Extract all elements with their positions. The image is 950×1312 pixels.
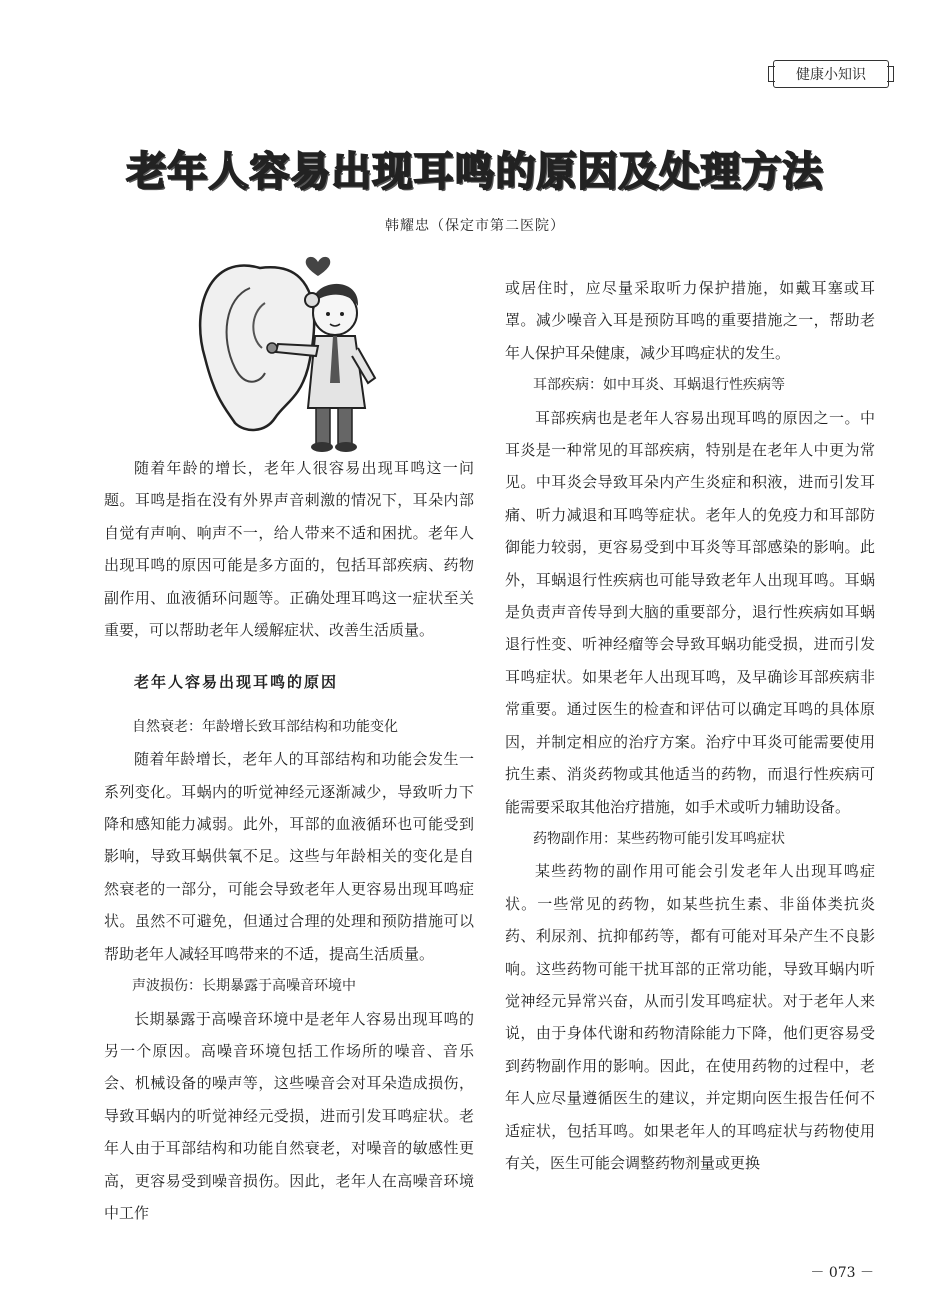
intro-paragraph: 随着年龄的增长，老年人很容易出现耳鸣这一问题。耳鸣是指在没有外界声音刺激的情况下，耳朵内部自觉有声响、响声不一，给人带来不适和困扰。老年人出现耳鸣的原因可能是多方面的，包括耳部疾病、药物副作用、血液循环问题等。正确处理耳鸣这一症状至关重要，可以帮助老年人缓解症状、改善生活质量。 [104,459,474,640]
page-number: － 073 － [810,1265,874,1281]
section-heading: 老年人容易出现耳鸣的原因 [134,673,339,692]
ear-doctor-illustration [190,248,490,458]
heart-icon [306,257,331,276]
paragraph-medication: 某些药物的副作用可能会引发老年人出现耳鸣症状。一些常见的药物，如某些抗生素、非甾体类抗炎药、利尿剂、抗抑郁药等，都有可能对耳朵产生不良影响。这些药物可能干扰耳部的正常功能，导致耳蜗内听觉神经元异常兴奋，从而引发耳鸣症状。对于老年人来说，由于身体代谢和药物清除能力下降，他们更容易受到药物副作用的影响。因此，在使用药物的过程中，老年人应尽量遵循医生的建议，并定期向医生报告任何不适症状，包括耳鸣。如果老年人的耳鸣症状与药物使用有关，医生可能会调整药物剂量或更换 [505,862,875,1172]
subheading-medication: 药物副作用：某些药物可能引发耳鸣症状 [533,830,785,847]
paragraph-noise: 长期暴露于高噪音环境中是老年人容易出现耳鸣的另一个原因。高噪音环境包括工作场所的噪音、音乐会、机械设备的噪声等，这些噪音会对耳朵造成损伤，导致耳蜗内的听觉神经元受损，进而引发耳鸣症状。老年人由于耳部结构和功能自然衰老，对噪音的敏感性更高，更容易受到噪音损伤。因此，老年人在高噪音环境中工作 [104,1009,474,1222]
subheading-noise: 声波损伤：长期暴露于高噪音环境中 [132,978,356,995]
paragraph-aging: 随着年龄增长，老年人的耳部结构和功能会发生一系列变化。耳蜗内的听觉神经元逐渐减少，导致听力下降和感知能力减弱。此外，耳部的血液循环也可能受到影响，导致耳蜗供氧不足。这些与年龄相关的变化是自然衰老的一部分，可能会导致老年人更容易出现耳鸣症状。虽然不可避免，但通过合理的处理和预防措施可以帮助老年人减轻耳鸣带来的不适，提高生活质量。 [104,750,474,963]
article-title: 老年人容易出现耳鸣的原因及处理方法 [126,149,824,195]
paragraph-noise-continued: 或居住时，应尽量采取听力保护措施，如戴耳塞或耳罩。减少噪音入耳是预防耳鸣的重要措施之一，帮助老年人保护耳朵健康，减少耳鸣症状的发生。 [505,279,875,362]
right-column [505,272,875,1179]
section-tag [773,60,889,88]
paragraph-ear-disease: 耳部疾病也是老年人容易出现耳鸣的原因之一。中耳炎是一种常见的耳部疾病，特别是在老年人中更为常见。中耳炎会导致耳朵内产生炎症和积液，进而引发耳痛、听力减退和耳鸣等症状。老年人的免疫力和耳部防御能力较弱，更容易受到中耳炎等耳部感染的影响。此外，耳蜗退行性疾病也可能导致老年人出现耳鸣。耳蜗是负责声音传导到大脑的重要部分，退行性疾病如耳蜗退行性变、听神经瘤等会导致耳蜗功能受损，进而引发耳鸣症状。如果老年人出现耳鸣，及早确诊耳部疾病非常重要。通过医生的检查和评估可以确定耳鸣的具体原因，并制定相应的治疗方案。治疗中耳炎可能需要使用抗生素、消炎药物或其他适当的药物，而退行性疾病可能需要采取其他治疗措施，如手术或听力辅助设备。 [505,408,875,816]
section-tag-label: 健康小知识 [796,67,866,83]
subheading-aging: 自然衰老：年龄增长致耳部结构和功能变化 [132,718,398,735]
article-author: 韩耀忠（保定市第二医院） [385,218,565,234]
left-column [104,452,474,1229]
subheading-ear-disease: 耳部疾病：如中耳炎、耳蜗退行性疾病等 [533,377,785,394]
